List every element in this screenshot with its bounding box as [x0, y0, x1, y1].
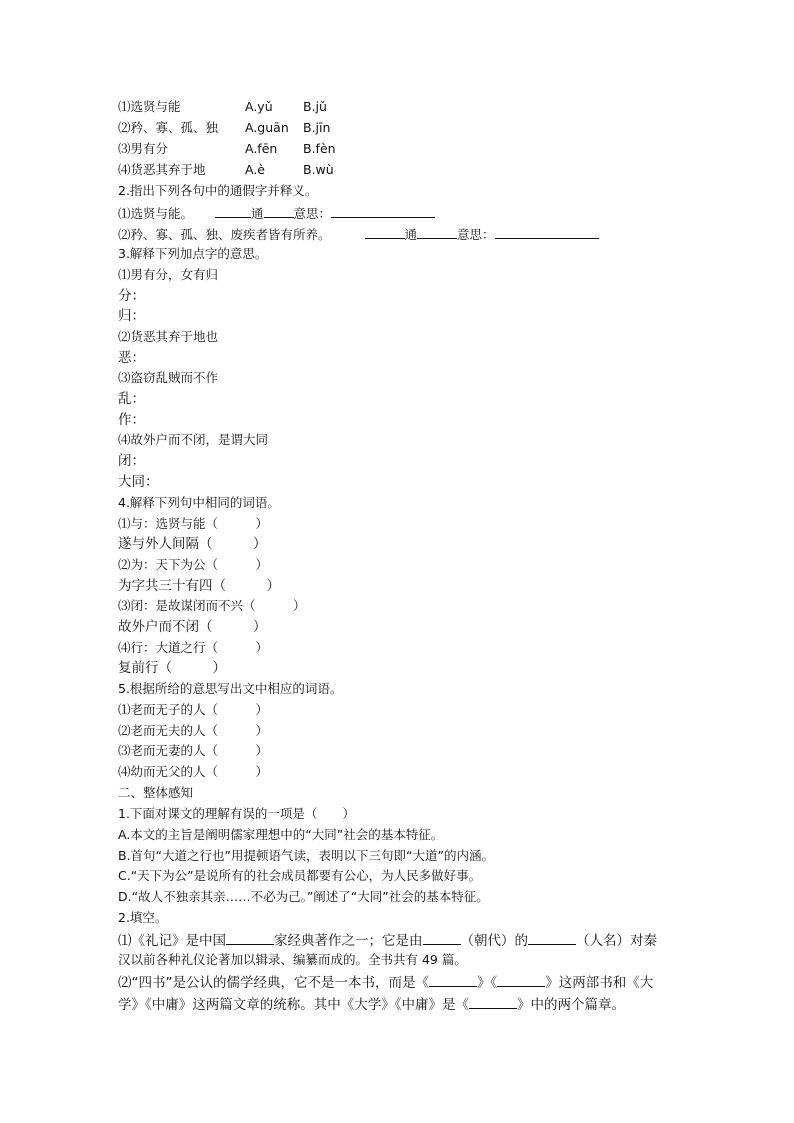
- answer-blank[interactable]: [365, 224, 405, 239]
- fill-text: 家经典著作之一；它是由: [274, 933, 423, 949]
- answer-blank[interactable]: [215, 203, 251, 218]
- answer-blank[interactable]: [226, 930, 274, 945]
- q2-item-1: [118, 203, 435, 223]
- s2-option-a: A.本文的主旨是阐明儒家理想中的“大同”社会的基本特征。: [118, 827, 444, 842]
- q5-line: ⑵老而无夫的人（ ）: [118, 723, 269, 738]
- q4-line: ⑶闭：是故谋闭而不兴（ ）: [118, 598, 306, 613]
- s2-q1-title: 1.下面对课文的理解有误的一项是（ ）: [118, 806, 355, 821]
- fill-2-line2: [118, 994, 625, 1014]
- fill-text: 》《: [477, 975, 498, 991]
- q4-line: ⑷行：大道之行（ ）: [118, 640, 269, 655]
- fill-text: （朝代）的: [460, 933, 528, 949]
- q3-line: 大同：: [118, 474, 159, 490]
- q4-line: 遂与外人间隔（ ）: [118, 536, 267, 552]
- answer-blank[interactable]: [331, 203, 435, 218]
- s2-q2-title: 2.填空。: [118, 910, 168, 925]
- fill-text: （人名）对秦: [576, 933, 657, 949]
- q1-item-text: ⑴选贤与能: [118, 99, 181, 114]
- option-a: A.fēn: [245, 141, 278, 156]
- tong-label: 通: [251, 206, 264, 221]
- fill-1: [118, 930, 657, 950]
- q3-line: 分：: [118, 288, 145, 304]
- fill-text: 》中的两个篇章。: [517, 997, 625, 1013]
- yisi-label: 意思：: [457, 227, 495, 242]
- fill-2: [118, 972, 653, 992]
- option-a: A.yǔ: [245, 99, 273, 114]
- q3-line: 归：: [118, 308, 145, 324]
- q4-line: 为字共三十有四（ ）: [118, 578, 280, 594]
- q5-line: ⑶老而无妻的人（ ）: [118, 743, 269, 758]
- s2-option-b: B.首句“大道之行也”用提顿语气读，表明以下三句即“大道”的内涵。: [118, 848, 494, 863]
- q4-title: 4.解释下列句中相同的词语。: [118, 495, 280, 510]
- option-b: B.fèn: [303, 141, 336, 156]
- q3-line: ⑶盗窃乱贼而不作: [118, 370, 219, 385]
- section-2-title: 二、整体感知: [118, 785, 194, 800]
- q5-title: 5.根据所给的意思写出文中相应的词语。: [118, 681, 343, 696]
- q5-line: ⑴老而无子的人（ ）: [118, 702, 269, 717]
- q2-item-2: [118, 224, 599, 244]
- option-a: A.guān: [245, 120, 289, 135]
- q3-title: 3.解释下列加点字的意思。: [118, 246, 268, 261]
- answer-blank[interactable]: [497, 972, 545, 987]
- q3-line: 作：: [118, 412, 145, 428]
- option-a: A.è: [245, 162, 265, 177]
- q2-title: 2.指出下列各句中的通假字并释义。: [118, 183, 318, 198]
- q2-item-text: ⑵矜、寡、孤、独、废疾者皆有所养。: [118, 227, 331, 242]
- q1-item-text: ⑵矜、寡、孤、独: [118, 120, 219, 135]
- fill-text: 》这两部书和《大: [545, 975, 654, 991]
- q4-line: ⑵为：天下为公（ ）: [118, 557, 269, 572]
- s2-option-c: C.“天下为公”是说所有的社会成员都要有公心，为人民多做好事。: [118, 868, 482, 883]
- q3-line: 乱：: [118, 391, 145, 407]
- s2-option-d: D.“故人不独亲其亲……不必为己。”阐述了“大同”社会的基本特征。: [118, 889, 489, 904]
- q3-line: 闭：: [118, 453, 145, 469]
- q5-line: ⑷幼而无父的人（ ）: [118, 764, 269, 779]
- q1-item-text: ⑶男有分: [118, 141, 169, 156]
- answer-blank[interactable]: [528, 930, 576, 945]
- answer-blank[interactable]: [429, 972, 477, 987]
- yisi-label: 意思：: [293, 206, 332, 221]
- answer-blank[interactable]: [417, 224, 457, 239]
- fill-text: ⑵“四书”是公认的儒学经典，它不是一本书，而是《: [118, 975, 429, 991]
- option-b: B.wù: [303, 162, 334, 177]
- q4-line: 复前行（ ）: [118, 660, 226, 676]
- q4-line: ⑴与：选贤与能（ ）: [118, 516, 269, 531]
- q3-line: ⑷故外户而不闭，是谓大同: [118, 432, 269, 447]
- q1-item-3: [118, 140, 336, 160]
- fill-text: ⑴《礼记》是中国: [118, 933, 226, 949]
- q3-line: ⑵货恶其弃于地也: [118, 329, 219, 344]
- answer-blank[interactable]: [495, 224, 599, 239]
- q2-item-text: ⑴选贤与能。: [118, 206, 194, 221]
- q4-line: 故外户而不闭（ ）: [118, 619, 267, 635]
- q3-line: 恶：: [118, 350, 145, 366]
- option-b: B.jǔ: [303, 99, 327, 114]
- q1-item-1: [118, 98, 327, 118]
- fill-text: 学》《中庸》这两篇文章的统称。其中《大学》《中庸》是《: [118, 997, 469, 1013]
- q1-item-2: [118, 119, 331, 139]
- fill-1-line2: 汉以前各种礼仪论著加以辑录、编纂而成的。全书共有 49 篇。: [118, 952, 467, 967]
- answer-blank[interactable]: [469, 994, 517, 1009]
- q1-item-text: ⑷货恶其弃于地: [118, 162, 206, 177]
- q1-item-4: [118, 161, 334, 181]
- answer-blank[interactable]: [423, 930, 461, 945]
- option-b: B.jīn: [303, 120, 331, 135]
- tong-label: 通: [404, 227, 418, 242]
- q3-line: ⑴男有分，女有归: [118, 267, 219, 282]
- answer-blank[interactable]: [264, 203, 294, 218]
